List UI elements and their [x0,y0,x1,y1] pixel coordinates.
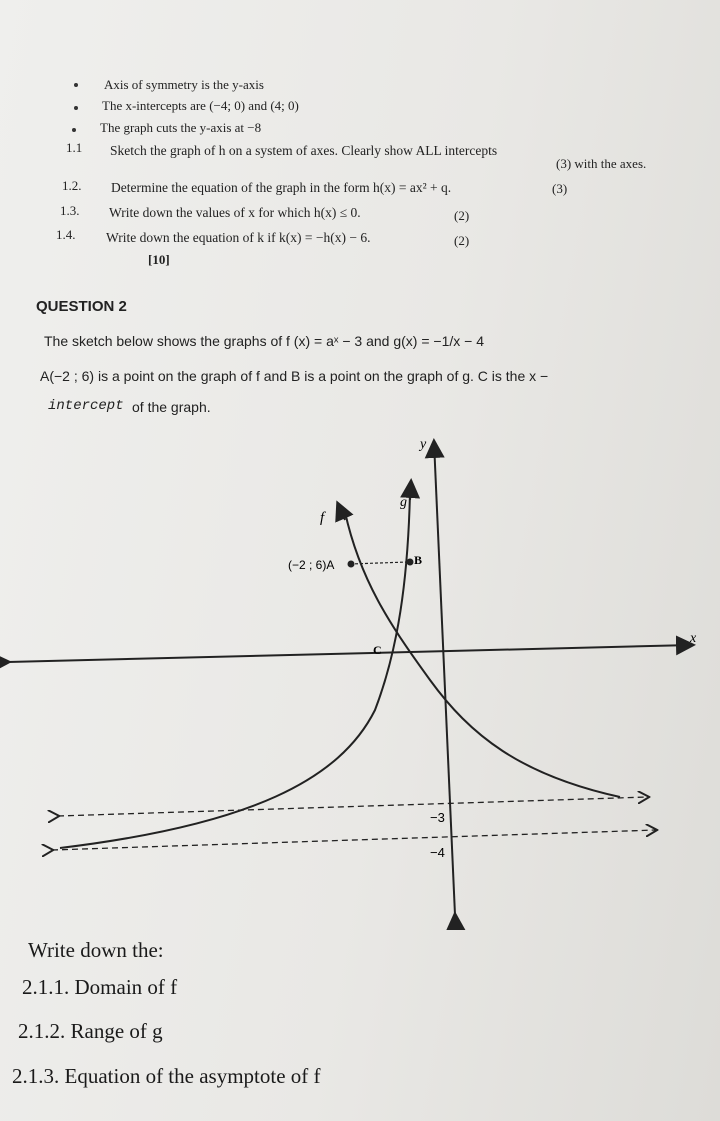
q1-item-3-text: Write down the values of x for which h(x) ≤ 0. [109,205,361,220]
bullet-dot [72,128,76,132]
q1-total-marks: [10] [148,252,170,267]
bullet-dot [74,106,78,110]
asymptote-f [58,797,648,816]
q1-item-1-text: Sketch the graph of h on a system of axes. Clearly show ALL intercepts [110,143,498,158]
q1-point-1: Axis of symmetry is the y-axis [104,77,264,92]
x-axis-label: x [690,631,697,646]
question-2-1-3: 2.1.3. Equation of the asymptote of f [12,1064,321,1088]
q1-item-3-number: 1.3. [60,203,80,218]
g-label: g [400,495,407,510]
point-b-label: B [414,553,423,567]
q1-item-4-marks: (2) [454,233,470,248]
q1-item-3-marks: (2) [454,208,470,223]
q1-item-2-text: Determine the equation of the graph in the form h(x) = ax² + q. [111,180,452,195]
question-2-intro: The sketch below shows the graphs of f (x) = aˣ − 3 and g(x) = −1/x − 4 [44,333,484,349]
line-a-to-b [350,562,408,564]
graph-of-f [345,512,620,797]
question-2-1-1: 2.1.1. Domain of f [22,975,178,999]
graph-of-f-arrow [338,504,345,520]
graph-of-g [60,492,410,848]
x-axis [8,645,692,662]
q1-item-1-number: 1.1 [66,140,83,155]
q1-item-4-number: 1.4. [56,227,76,242]
q1-point-3: The graph cuts the y-axis at −8 [100,120,262,135]
bullet-dot [74,83,78,87]
question-2-line3: of the graph. [132,399,211,415]
question-2-intercept-word: intercept [48,398,124,414]
question-2-1-2: 2.1.2. Range of g [18,1019,163,1043]
asymptote-f-value: −3 [430,810,445,825]
q1-point-2: The x-intercepts are (−4; 0) and (4; 0) [102,98,299,113]
asymptote-g [52,830,656,850]
point-a-marker [348,561,355,568]
asymptote-g-value: −4 [430,845,445,860]
sub-questions-intro: Write down the: [28,938,164,962]
q1-item-1-marks: (3) with the axes. [556,156,647,171]
question-2-heading: QUESTION 2 [36,298,127,315]
point-c-label: C [373,643,382,657]
f-label: f [320,510,325,526]
graph-of-g-arrow [410,482,411,500]
y-axis-label: y [420,437,427,452]
point-b-marker [407,559,414,566]
point-a-label: (−2 ; 6)A [288,558,335,572]
q1-item-2-number: 1.2. [62,178,82,193]
q1-item-2-marks: (3) [552,181,568,196]
q1-item-4-text: Write down the equation of k if k(x) = −h(x) − 6. [106,230,371,245]
function-graph [0,430,720,930]
question-2-points: A(−2 ; 6) is a point on the graph of f and B is a point on the graph of g. C is the x − [40,368,549,384]
